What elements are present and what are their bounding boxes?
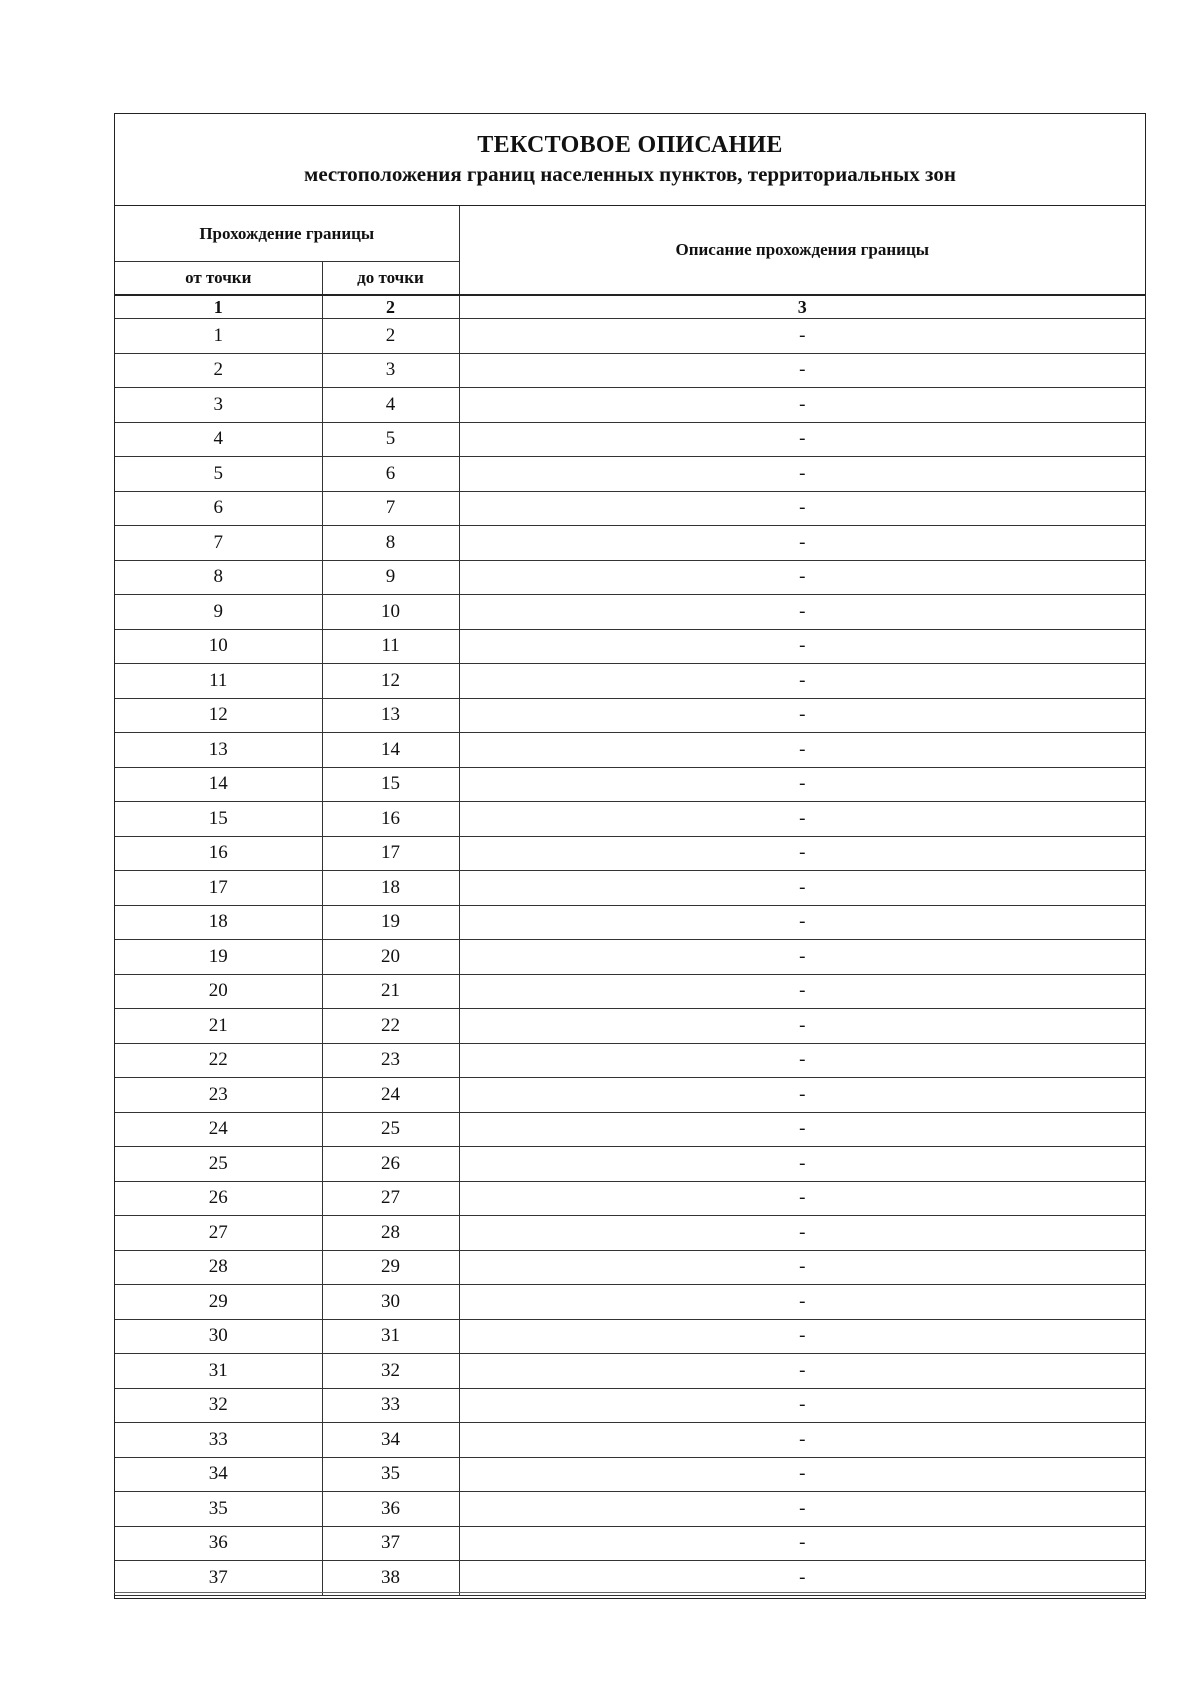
header-description: Описание прохождения границы xyxy=(459,206,1145,295)
cell-description: - xyxy=(459,733,1145,768)
title-block xyxy=(115,114,1145,206)
cell-from-point: 25 xyxy=(115,1147,322,1182)
table-row xyxy=(115,1009,1145,1044)
document-title: ТЕКСТОВОЕ ОПИСАНИЕ xyxy=(477,132,783,158)
document-frame xyxy=(114,113,1146,1599)
cell-from-point: 11 xyxy=(115,664,322,699)
cell-to-point: 16 xyxy=(322,802,459,837)
cell-to-point: 11 xyxy=(322,629,459,664)
cell-from-point: 6 xyxy=(115,491,322,526)
cell-from-point: 22 xyxy=(115,1043,322,1078)
table-row xyxy=(115,802,1145,837)
cell-to-point: 4 xyxy=(322,388,459,423)
cell-from-point: 9 xyxy=(115,595,322,630)
header-to-point: до точки xyxy=(322,262,459,296)
header-boundary-passage: Прохождение границы xyxy=(115,206,459,262)
cell-description: - xyxy=(459,664,1145,699)
header-from-point: от точки xyxy=(115,262,322,296)
cell-to-point: 13 xyxy=(322,698,459,733)
cell-to-point: 19 xyxy=(322,905,459,940)
cell-from-point: 32 xyxy=(115,1388,322,1423)
cell-to-point: 37 xyxy=(322,1526,459,1561)
cell-from-point: 29 xyxy=(115,1285,322,1320)
cell-description: - xyxy=(459,1492,1145,1527)
cell-description: - xyxy=(459,1285,1145,1320)
boundary-table xyxy=(115,206,1145,1596)
cell-description: - xyxy=(459,595,1145,630)
cell-to-point: 8 xyxy=(322,526,459,561)
table-row xyxy=(115,422,1145,457)
cell-from-point: 8 xyxy=(115,560,322,595)
cell-to-point: 31 xyxy=(322,1319,459,1354)
table-row xyxy=(115,595,1145,630)
table-row xyxy=(115,940,1145,975)
cell-description: - xyxy=(459,1112,1145,1147)
cell-to-point: 38 xyxy=(322,1561,459,1596)
cell-to-point: 14 xyxy=(322,733,459,768)
cell-description: - xyxy=(459,491,1145,526)
cell-to-point: 6 xyxy=(322,457,459,492)
cell-to-point: 20 xyxy=(322,940,459,975)
cell-description: - xyxy=(459,802,1145,837)
cell-description: - xyxy=(459,1216,1145,1251)
cell-description: - xyxy=(459,1043,1145,1078)
cell-from-point: 5 xyxy=(115,457,322,492)
cell-to-point: 33 xyxy=(322,1388,459,1423)
cell-to-point: 23 xyxy=(322,1043,459,1078)
table-row xyxy=(115,1043,1145,1078)
cell-from-point: 15 xyxy=(115,802,322,837)
table-row xyxy=(115,767,1145,802)
document-subtitle: местоположения границ населенных пунктов, территориальных зон xyxy=(304,162,956,186)
cell-description: - xyxy=(459,836,1145,871)
cell-to-point: 9 xyxy=(322,560,459,595)
cell-description: - xyxy=(459,1423,1145,1458)
cell-description: - xyxy=(459,871,1145,906)
cell-from-point: 21 xyxy=(115,1009,322,1044)
cell-from-point: 3 xyxy=(115,388,322,423)
table-row xyxy=(115,1319,1145,1354)
cell-to-point: 15 xyxy=(322,767,459,802)
cell-to-point: 26 xyxy=(322,1147,459,1182)
cell-description: - xyxy=(459,422,1145,457)
cell-from-point: 23 xyxy=(115,1078,322,1113)
cell-from-point: 10 xyxy=(115,629,322,664)
cell-from-point: 1 xyxy=(115,319,322,354)
cell-from-point: 7 xyxy=(115,526,322,561)
cell-from-point: 33 xyxy=(115,1423,322,1458)
cell-from-point: 13 xyxy=(115,733,322,768)
cell-description: - xyxy=(459,560,1145,595)
cell-to-point: 24 xyxy=(322,1078,459,1113)
table-row xyxy=(115,1354,1145,1389)
cell-to-point: 12 xyxy=(322,664,459,699)
table-row xyxy=(115,1526,1145,1561)
table-row xyxy=(115,1388,1145,1423)
table-row xyxy=(115,629,1145,664)
table-row xyxy=(115,1457,1145,1492)
cell-from-point: 4 xyxy=(115,422,322,457)
cell-to-point: 22 xyxy=(322,1009,459,1044)
table-row xyxy=(115,1423,1145,1458)
cell-description: - xyxy=(459,1354,1145,1389)
table-row xyxy=(115,1492,1145,1527)
cell-from-point: 34 xyxy=(115,1457,322,1492)
cell-description: - xyxy=(459,1250,1145,1285)
header-col-number-3: 3 xyxy=(459,295,1145,319)
cell-to-point: 3 xyxy=(322,353,459,388)
cell-description: - xyxy=(459,1388,1145,1423)
cell-from-point: 31 xyxy=(115,1354,322,1389)
cell-from-point: 17 xyxy=(115,871,322,906)
cell-to-point: 17 xyxy=(322,836,459,871)
cell-description: - xyxy=(459,767,1145,802)
cell-description: - xyxy=(459,1181,1145,1216)
table-row xyxy=(115,664,1145,699)
cell-to-point: 10 xyxy=(322,595,459,630)
cell-from-point: 26 xyxy=(115,1181,322,1216)
cell-description: - xyxy=(459,353,1145,388)
table-row xyxy=(115,905,1145,940)
cell-to-point: 30 xyxy=(322,1285,459,1320)
cell-description: - xyxy=(459,1078,1145,1113)
table-row xyxy=(115,1285,1145,1320)
cell-description: - xyxy=(459,629,1145,664)
cell-description: - xyxy=(459,698,1145,733)
cell-to-point: 18 xyxy=(322,871,459,906)
table-row xyxy=(115,319,1145,354)
table-row xyxy=(115,1112,1145,1147)
cell-to-point: 32 xyxy=(322,1354,459,1389)
cell-from-point: 24 xyxy=(115,1112,322,1147)
cell-description: - xyxy=(459,1009,1145,1044)
table-row xyxy=(115,388,1145,423)
cell-to-point: 7 xyxy=(322,491,459,526)
cell-description: - xyxy=(459,940,1145,975)
boundary-table-header xyxy=(115,206,1145,319)
cell-to-point: 28 xyxy=(322,1216,459,1251)
table-row xyxy=(115,733,1145,768)
cell-from-point: 35 xyxy=(115,1492,322,1527)
cell-from-point: 36 xyxy=(115,1526,322,1561)
table-row xyxy=(115,353,1145,388)
table-row xyxy=(115,698,1145,733)
cell-to-point: 29 xyxy=(322,1250,459,1285)
header-col-number-2: 2 xyxy=(322,295,459,319)
cell-to-point: 25 xyxy=(322,1112,459,1147)
cell-from-point: 20 xyxy=(115,974,322,1009)
cell-description: - xyxy=(459,1561,1145,1596)
cell-from-point: 12 xyxy=(115,698,322,733)
table-row xyxy=(115,1147,1145,1182)
cell-from-point: 18 xyxy=(115,905,322,940)
cell-from-point: 2 xyxy=(115,353,322,388)
table-row xyxy=(115,526,1145,561)
table-row xyxy=(115,1561,1145,1596)
cell-from-point: 19 xyxy=(115,940,322,975)
cell-from-point: 28 xyxy=(115,1250,322,1285)
cell-from-point: 16 xyxy=(115,836,322,871)
boundary-table-body xyxy=(115,319,1145,1596)
cell-description: - xyxy=(459,388,1145,423)
table-row xyxy=(115,871,1145,906)
cell-description: - xyxy=(459,319,1145,354)
table-row xyxy=(115,1181,1145,1216)
cell-to-point: 34 xyxy=(322,1423,459,1458)
cell-description: - xyxy=(459,526,1145,561)
table-row xyxy=(115,974,1145,1009)
table-row xyxy=(115,457,1145,492)
header-col-number-1: 1 xyxy=(115,295,322,319)
table-row xyxy=(115,836,1145,871)
cell-description: - xyxy=(459,1147,1145,1182)
cell-to-point: 21 xyxy=(322,974,459,1009)
table-row xyxy=(115,1078,1145,1113)
cell-description: - xyxy=(459,974,1145,1009)
table-row xyxy=(115,1250,1145,1285)
table-row xyxy=(115,1216,1145,1251)
cell-from-point: 27 xyxy=(115,1216,322,1251)
cell-from-point: 14 xyxy=(115,767,322,802)
table-continuation-line xyxy=(114,1592,1146,1593)
cell-from-point: 30 xyxy=(115,1319,322,1354)
table-row xyxy=(115,560,1145,595)
cell-description: - xyxy=(459,1457,1145,1492)
cell-description: - xyxy=(459,1526,1145,1561)
cell-from-point: 37 xyxy=(115,1561,322,1596)
cell-to-point: 5 xyxy=(322,422,459,457)
cell-to-point: 27 xyxy=(322,1181,459,1216)
table-row xyxy=(115,491,1145,526)
cell-to-point: 36 xyxy=(322,1492,459,1527)
cell-description: - xyxy=(459,905,1145,940)
cell-description: - xyxy=(459,457,1145,492)
cell-description: - xyxy=(459,1319,1145,1354)
cell-to-point: 35 xyxy=(322,1457,459,1492)
cell-to-point: 2 xyxy=(322,319,459,354)
